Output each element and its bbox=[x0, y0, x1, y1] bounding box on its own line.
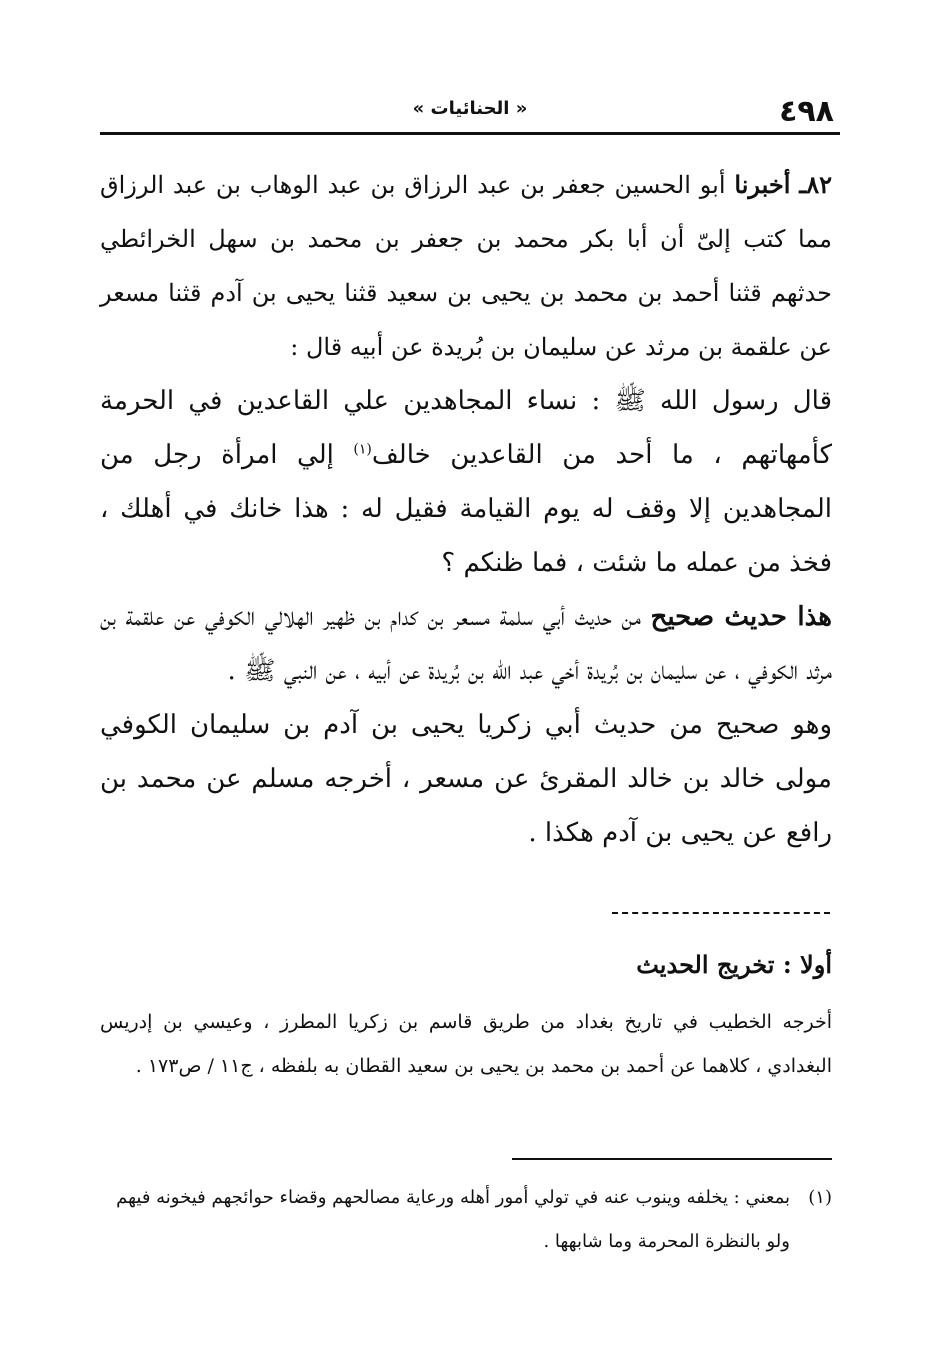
grade-rest: من حديث أبي سلمة مسعر بن كدام بن ظهير الهلالي الكوفي عن علقمة بن مرثد الكوفي ، عن سليمان بن بُريدة أخي عبد الله بن بُريدة عن أبيه ، عن النبي ﷺ . bbox=[100, 602, 832, 686]
footnote-text: بمعني : يخلفه وينوب عنه في تولي أمور أهله ورعاية مصالحهم وقضاء حوائجهم فيخونه فيهم ولو بالنظرة المحرمة وما شابهها . bbox=[116, 1187, 790, 1252]
takhrij-text: أخرجه الخطيب في تاريخ بغداد من طريق قاسم بن زكريا المطرز ، وعيسي بن إدريس البغدادي ، كلاهما عن أحمد بن محمد بن يحيى بن سعيد القطان به بلفظه ، ج١١ / ص١٧٣ . bbox=[100, 1011, 832, 1077]
page-header bbox=[100, 92, 840, 132]
section-divider bbox=[612, 912, 830, 914]
hadith-matn bbox=[100, 374, 832, 590]
matn-before-note: قال رسول الله ﷺ : نساء المجاهدين علي القاعدين في الحرمة كأمهاتهم ، ما أحد من القاعدين خالف bbox=[100, 386, 833, 470]
hadith-isnad: أبو الحسين جعفر بن عبد الرزاق بن عبد الوهاب بن عبد الرزاق مما كتب إلىّ أن أبا بكر محمد بن جعفر بن محمد بن سهل الخرائطي حدثهم قثنا أحمد بن محمد بن يحيى بن سعيد قثنا يحيى بن آدم قثنا مسعر عن علقمة بن مرثد عن سليمان بن بُريدة عن أبيه قال : bbox=[100, 171, 832, 361]
takhrij-heading: أولا : تخريج الحديث bbox=[636, 950, 832, 979]
hadith-isnad-paragraph bbox=[100, 158, 832, 374]
hadith-body bbox=[100, 158, 832, 860]
hadith-number: ٨٢ـ bbox=[799, 170, 833, 199]
footnote-reference: (١) bbox=[353, 441, 372, 458]
footnote-rule bbox=[512, 1158, 832, 1160]
grade-lead: هذا حديث صحيح bbox=[650, 602, 832, 632]
second-chain: وهو صحيح من حديث أبي زكريا يحيى بن آدم بن سليمان الكوفي مولى خالد بن خالد المقرئ عن مسعر ، أخرجه مسلم عن محمد بن رافع عن يحيى بن آدم هكذا . bbox=[100, 710, 832, 848]
footnote-marker: (١) bbox=[808, 1187, 832, 1208]
hadith-grade bbox=[100, 590, 832, 698]
matn-after-note: إلي امرأة رجل من المجاهدين إلا وقف له يوم القيامة فقيل له : هذا خانك في أهلك ، فخذ من عمله ما شئت ، فما ظنكم ؟ bbox=[100, 440, 832, 578]
page-number: ٤٩٨ bbox=[779, 94, 834, 129]
header-rule bbox=[100, 132, 840, 135]
footnote bbox=[100, 1176, 832, 1264]
hadith-lead-word: أخبرنا bbox=[734, 170, 791, 199]
running-title: « الحنائيات » bbox=[412, 98, 528, 119]
